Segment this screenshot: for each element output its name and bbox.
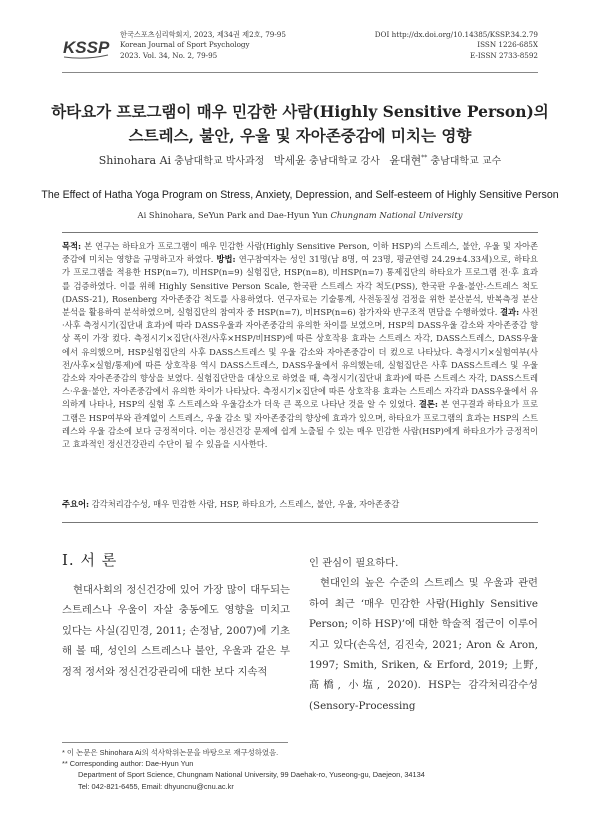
abstract [62, 240, 538, 451]
body-column-right [309, 553, 538, 716]
footnote-thesis: * 이 논문은 Shinohara Ai의 석사학위논문을 바탕으로 재구성하였음. [62, 748, 279, 757]
title-ko-line2: 스트레스, 불안, 우울 및 자아존중감에 미치는 영향 [128, 126, 472, 145]
abstract-label-purpose: 목적: [62, 241, 82, 251]
abstract-result: 사전·사후 측정시기(집단내 효과)에 따라 DASS우울과 자아존중감의 유의한 차이를 보였으며, HSP의 DASS우울 감소와 자아존중감 향상 폭이 가장 컸다. 측정시기×집단(사전/사후×HSP/비HSP)에 따른 상호작용 효과는 스트레스 자각, DASS스트레스, DASS우울에서 유의했으며, HSP실험집단의 사후 DASS스트레스 및 우울 감소와 자아존중감이 더 컸으로 나타났다. 측정시기×실험여부(사전/사후×실험/통제)에 따른 상호작용 역시 DASS스트레스, DASS우울에서 유의했는데, 실험집단은 사후 DASS스트레스 및 우울 감소와 자아존중감의 향상을 보였다. 실험집단만을 대상으로 하였을 때, 측정시기(집단내 효과)에 따른 스트레스 자각, DASS스트레스·우울·불안, 자아존중감에서 유의한 차이가 나타났다. 측정시기×집단에 따른 상호작용 효과는 스트레스 자각과 DASS우울에서 유의하게 나타나, HSP의 실험 후 스트레스와 우울감소가 더욱 큰 폭으로 나타난 것을 알 수 있었다. [62, 307, 538, 410]
abstract-method: 연구참여자는 성인 31명(남 8명, 여 23명, 평균연령 24.29±4.33세)으로, 하타요가 프로그램을 적용한 HSP(n=7), 비HSP(n=9) 실험집단, HSP(n=8), 비HSP(n=7) 통제집단의 하타요가 프로그램 전·후 효과를 검증하였다. 이를 위해 Highly Sensitive Person Scale, 한국판 스트레스 자각 척도(PSS), 한국판 우울-불안-스트레스 척도(DASS-21), Rosenberg 자아존중감 척도를 사용하였다. 연구자료는 기술통계, 사전동질성 검정을 위한 분산분석, 반복측정 분산분석을 활용하여 분석하였으며, 실험집단의 참여자 중 HSP(n=7), 비HSP(n=6) 참가자와 반구조적 면담을 수행하였다. [62, 254, 538, 318]
authors-en-university: Chungnam National University [330, 210, 463, 220]
section-title: 서 론 [80, 551, 118, 569]
title-english: The Effect of Hatha Yoga Program on Stress, Anxiety, Depression, and Self-esteem of Highly Sensitive Person [41, 189, 559, 201]
journal-name-ko: 한국스포츠심리학회지, 2023, 제34권 제2호, 79-95 [120, 30, 286, 39]
abstract-label-conclusion: 결론: [418, 399, 438, 410]
abstract-label-result: 결과: [500, 307, 520, 318]
author3-name: 윤대현 [389, 154, 422, 167]
abstract-purpose: 본 연구는 하타요가 프로그램이 매우 민감한 사람(Highly Sensitive Person, 이하 HSP)의 스트레스, 불안, 우울 및 자아존중감에 미치는 영향을 규명하고자 하였다. [62, 241, 538, 265]
corresponding-mark: ** [421, 154, 428, 162]
authors-en-names: Ai Shinohara, SeYun Park and Dae-Hyun Yun [137, 210, 328, 220]
doi: DOI http://dx.doi.org/10.14385/KSSP.34.2.79 [374, 30, 538, 39]
footnote-divider [62, 742, 288, 743]
footnote-contact: Tel: 042-821-6455, Email: dhyuncnu@cnu.ac.kr [78, 781, 234, 791]
footnotes [62, 747, 425, 792]
authors-korean [20, 152, 580, 168]
section-number: I. [62, 551, 75, 569]
body-paragraph: 현대사회의 정신건강에 있어 가장 많이 대두되는 스트레스나 우울이 자살 충동에도 영향을 미치고 있다는 사실(김민경, 2011; 손정남, 2007)에 기초해 볼 때, 성인의 스트레스나 불안, 우울과 같은 부정적 정서와 정신건강관리에 대한 보다 지속적 [62, 584, 290, 678]
footnote-address: Department of Sport Science, Chungnam National University, 99 Daehak-ro, Yuseong-gu, Daejeon, 34134 [78, 770, 425, 780]
header-divider [62, 72, 538, 73]
issn: ISSN 1226-685X [477, 40, 538, 50]
authors-english [0, 210, 600, 220]
journal-info [120, 30, 286, 61]
keywords-text: 감각처리감수성, 매우 민감한 사람, HSP, 하타요가, 스트레스, 불안, 우울, 자아존중감 [89, 499, 400, 509]
title-korean [20, 100, 580, 148]
abstract-conclusion: 본 연구결과 하타요가 프로그램은 HSP여부와 관계없이 스트레스, 우울 감소 및 자아존중감의 향상에 효과가 있으며, 하타요가 프로그램의 효과는 HSP의 스트레스와 우울 감소에 보다 긍정적이다. 이는 정신건강 문제에 쉽게 노출될 수 있는 매우 민감한 사람(HSP)에게 하타요가가 긍정적이고 효과적인 정신건강관리 수단이 될 수 있음을 시사한다. [62, 399, 538, 450]
journal-volume: 2023. Vol. 34, No. 2, 79-95 [120, 50, 218, 60]
author1-affiliation: 충남대학교 박사과정 [174, 156, 265, 167]
author2-name: 박세윤 [273, 154, 306, 167]
author3-affiliation: 충남대학교 교수 [430, 156, 502, 167]
body-paragraph-continued: 인 관심이 필요하다. [309, 557, 399, 569]
keywords-label: 주요어: [62, 499, 90, 509]
eissn: E-ISSN 2733-8592 [470, 50, 538, 60]
body-paragraph: 현대인의 높은 수준의 스트레스 및 우울과 관련하여 최근 ‘매우 민감한 사람(Highly Sensitive Person; 이하 HSP)’에 대한 학술적 접근이 이루어지고 있다(손옥선, 김진숙, 2021; Aron & Aron, 1997; Smith, Sriken, & Erford, 2019; 上野, 髙橋, 小塩, 2020). HSP는 감각처리감수성(Sensory-Processing [309, 577, 538, 712]
journal-name-en: Korean Journal of Sport Psychology [120, 40, 250, 50]
keywords [62, 498, 538, 510]
journal-ids [375, 30, 538, 61]
abstract-label-method: 방법: [216, 254, 236, 265]
section-heading [62, 549, 117, 570]
title-ko-line1: 하타요가 프로그램이 매우 민감한 사람(Highly Sensitive Person)의 [51, 102, 549, 121]
journal-logo [62, 33, 110, 61]
author1-name: Shinohara Ai [98, 154, 172, 167]
body-column-left [62, 580, 290, 682]
footnote-corresponding: ** Corresponding author: Dae-Hyun Yun [62, 759, 194, 769]
logo-text: KSSP [63, 38, 110, 57]
author2-affiliation: 충남대학교 강사 [308, 156, 380, 167]
